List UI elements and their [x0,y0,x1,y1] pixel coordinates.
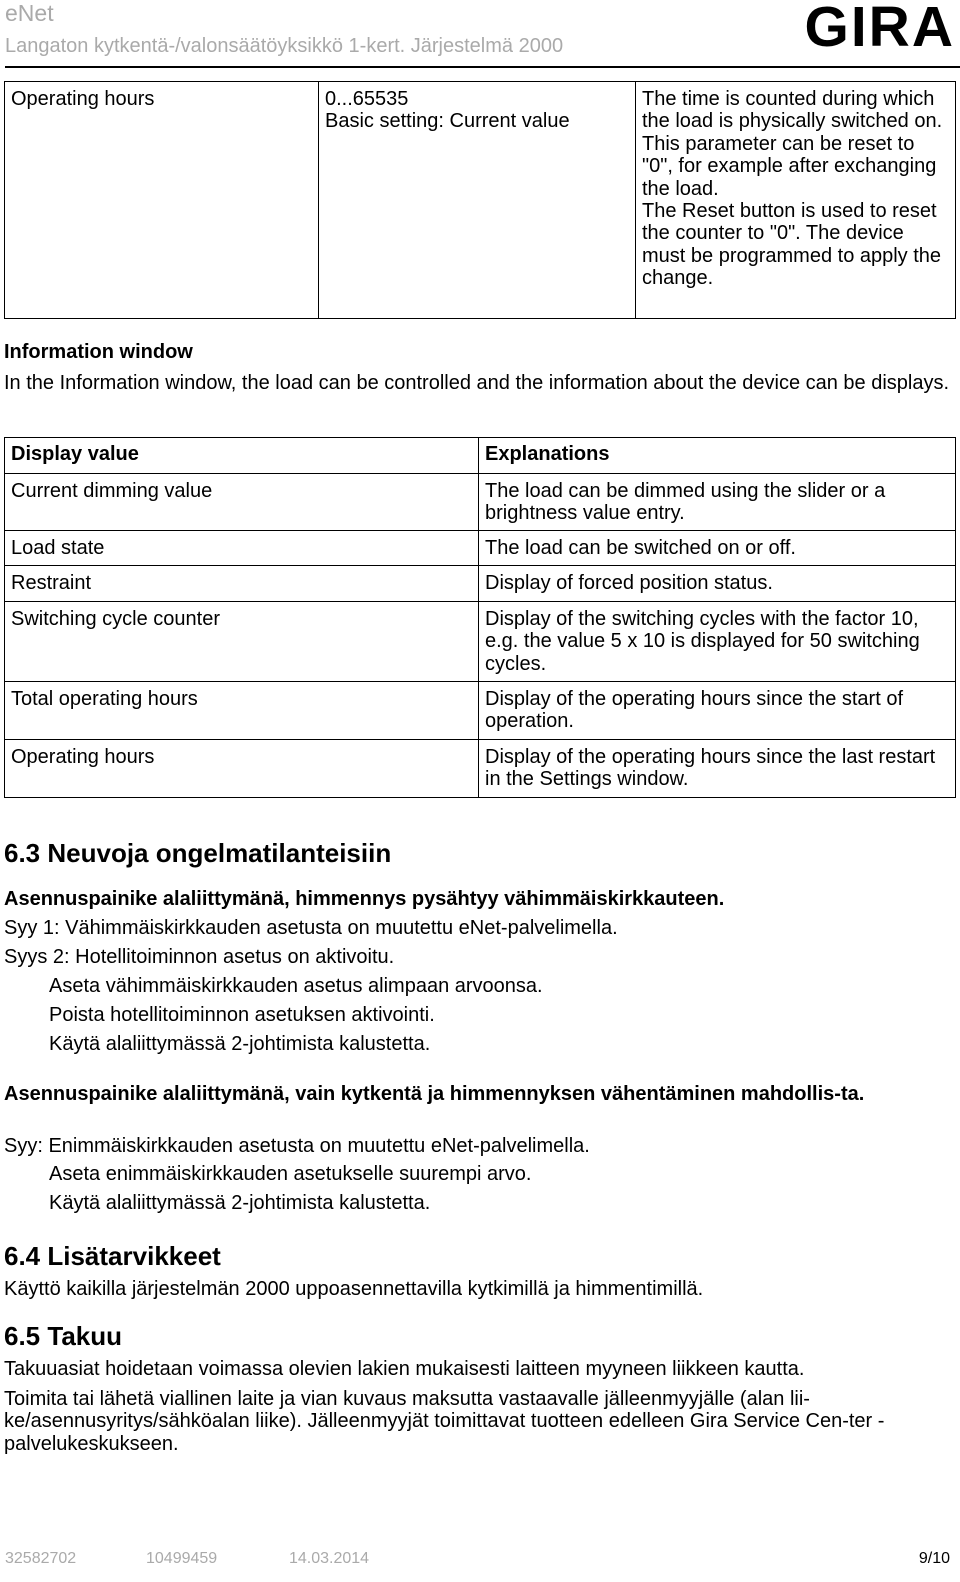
table-cell: The load can be switched on or off. [479,531,956,566]
issue-2-title: Asennuspainike alaliittymänä, vain kytkentä ja himmennyksen vähentäminen mahdollis-ta. [4,1083,865,1105]
table-cell: Switching cycle counter [5,602,479,682]
table-row [5,82,956,319]
header-rule [5,66,960,68]
display-value-table [4,437,956,798]
footer-page-number: 9/10 [918,1550,950,1567]
footer-doc-number: 32582702 [5,1550,77,1567]
table-cell: Display of the operating hours since the start of operation. [479,682,956,740]
gira-logo: GIRA [804,0,955,59]
column-header-explanations: Explanations [479,438,956,474]
parameter-table [4,81,956,319]
section-6-5-heading: 6.5 Takuu [4,1321,123,1351]
footer-date: 14.03.2014 [289,1550,370,1567]
issue-1-title: Asennuspainike alaliittymänä, himmennys pysähtyy vähimmäiskirkkauteen. [4,888,725,910]
issue-2-fix-1: Aseta enimmäiskirkkauden asetukselle suurempi arvo. [49,1163,532,1185]
issue-2-fix-2: Käytä alaliittymässä 2-johtimista kalustetta. [49,1192,431,1214]
table-cell: Restraint [5,566,479,602]
page-footer [5,1550,950,1570]
table-row [5,740,956,798]
param-name: Operating hours [5,82,319,319]
table-cell: Display of forced position status. [479,566,956,602]
issue-1-fix-1: Aseta vähimmäiskirkkauden asetus alimpaan arvoonsa. [49,975,543,997]
table-row [5,602,956,682]
header-subtitle: Langaton kytkentä-/valonsäätöyksikkö 1-kert. Järjestelmä 2000 [5,35,564,57]
issue-2-cause: Syy: Enimmäiskirkkauden asetusta on muutettu eNet-palvelimella. [4,1135,590,1157]
footer-ref-number: 10499459 [146,1550,218,1567]
table-cell: Display of the operating hours since the last restart in the Settings window. [479,740,956,798]
table-cell: Operating hours [5,740,479,798]
section-6-5-text-1: Takuuasiat hoidetaan voimassa olevien lakien mukaisesti laitteen myyneen liikkeen kautta. [4,1358,805,1380]
issue-1-cause-2: Syys 2: Hotellitoiminnon asetus on aktivoitu. [4,946,395,968]
info-window-intro: In the Information window, the load can be controlled and the information about the device can be displays. [4,372,950,394]
table-row [5,474,956,531]
issue-1-fix-3: Käytä alaliittymässä 2-johtimista kalustetta. [49,1033,431,1055]
header-title: eNet [5,0,54,26]
table-cell: Load state [5,531,479,566]
table-header-row [5,438,956,474]
section-6-5-text-2: Toimita tai lähetä viallinen laite ja vian kuvaus maksutta vastaavalle jälleenmyyjälle (alan lii-ke/asennusyritys/sähköalan liike). Jälleenmyyjät toimittavat tuotteen edelleen Gira Service Cen-ter -palvelukeskukseen. [4,1388,885,1455]
table-row [5,531,956,566]
table-row [5,682,956,740]
table-cell: Display of the switching cycles with the factor 10, e.g. the value 5 x 10 is displayed for 50 switching cycles. [479,602,956,682]
param-range: 0...65535 Basic setting: Current value [319,82,636,319]
column-header-display-value: Display value [5,438,479,474]
param-description: The time is counted during which the load is physically switched on. This parameter can be reset to "0", for example after exchanging the load. The Reset button is used to reset the counter to "0". The device must be programmed to apply the change. [636,82,956,319]
section-6-4-text: Käyttö kaikilla järjestelmän 2000 uppoasennettavilla kytkimillä ja himmentimillä. [4,1278,704,1300]
table-row [5,566,956,602]
section-6-4-heading: 6.4 Lisätarvikkeet [4,1241,221,1271]
table-cell: Current dimming value [5,474,479,531]
page-header [5,0,955,64]
issue-1-fix-2: Poista hotellitoiminnon asetuksen aktivointi. [49,1004,435,1026]
table-cell: The load can be dimmed using the slider or a brightness value entry. [479,474,956,531]
issue-1-cause-1: Syy 1: Vähimmäiskirkkauden asetusta on muutettu eNet-palvelimella. [4,917,618,939]
section-6-3-heading: 6.3 Neuvoja ongelmatilanteisiin [4,838,392,868]
info-window-heading: Information window [4,341,193,363]
table-cell: Total operating hours [5,682,479,740]
